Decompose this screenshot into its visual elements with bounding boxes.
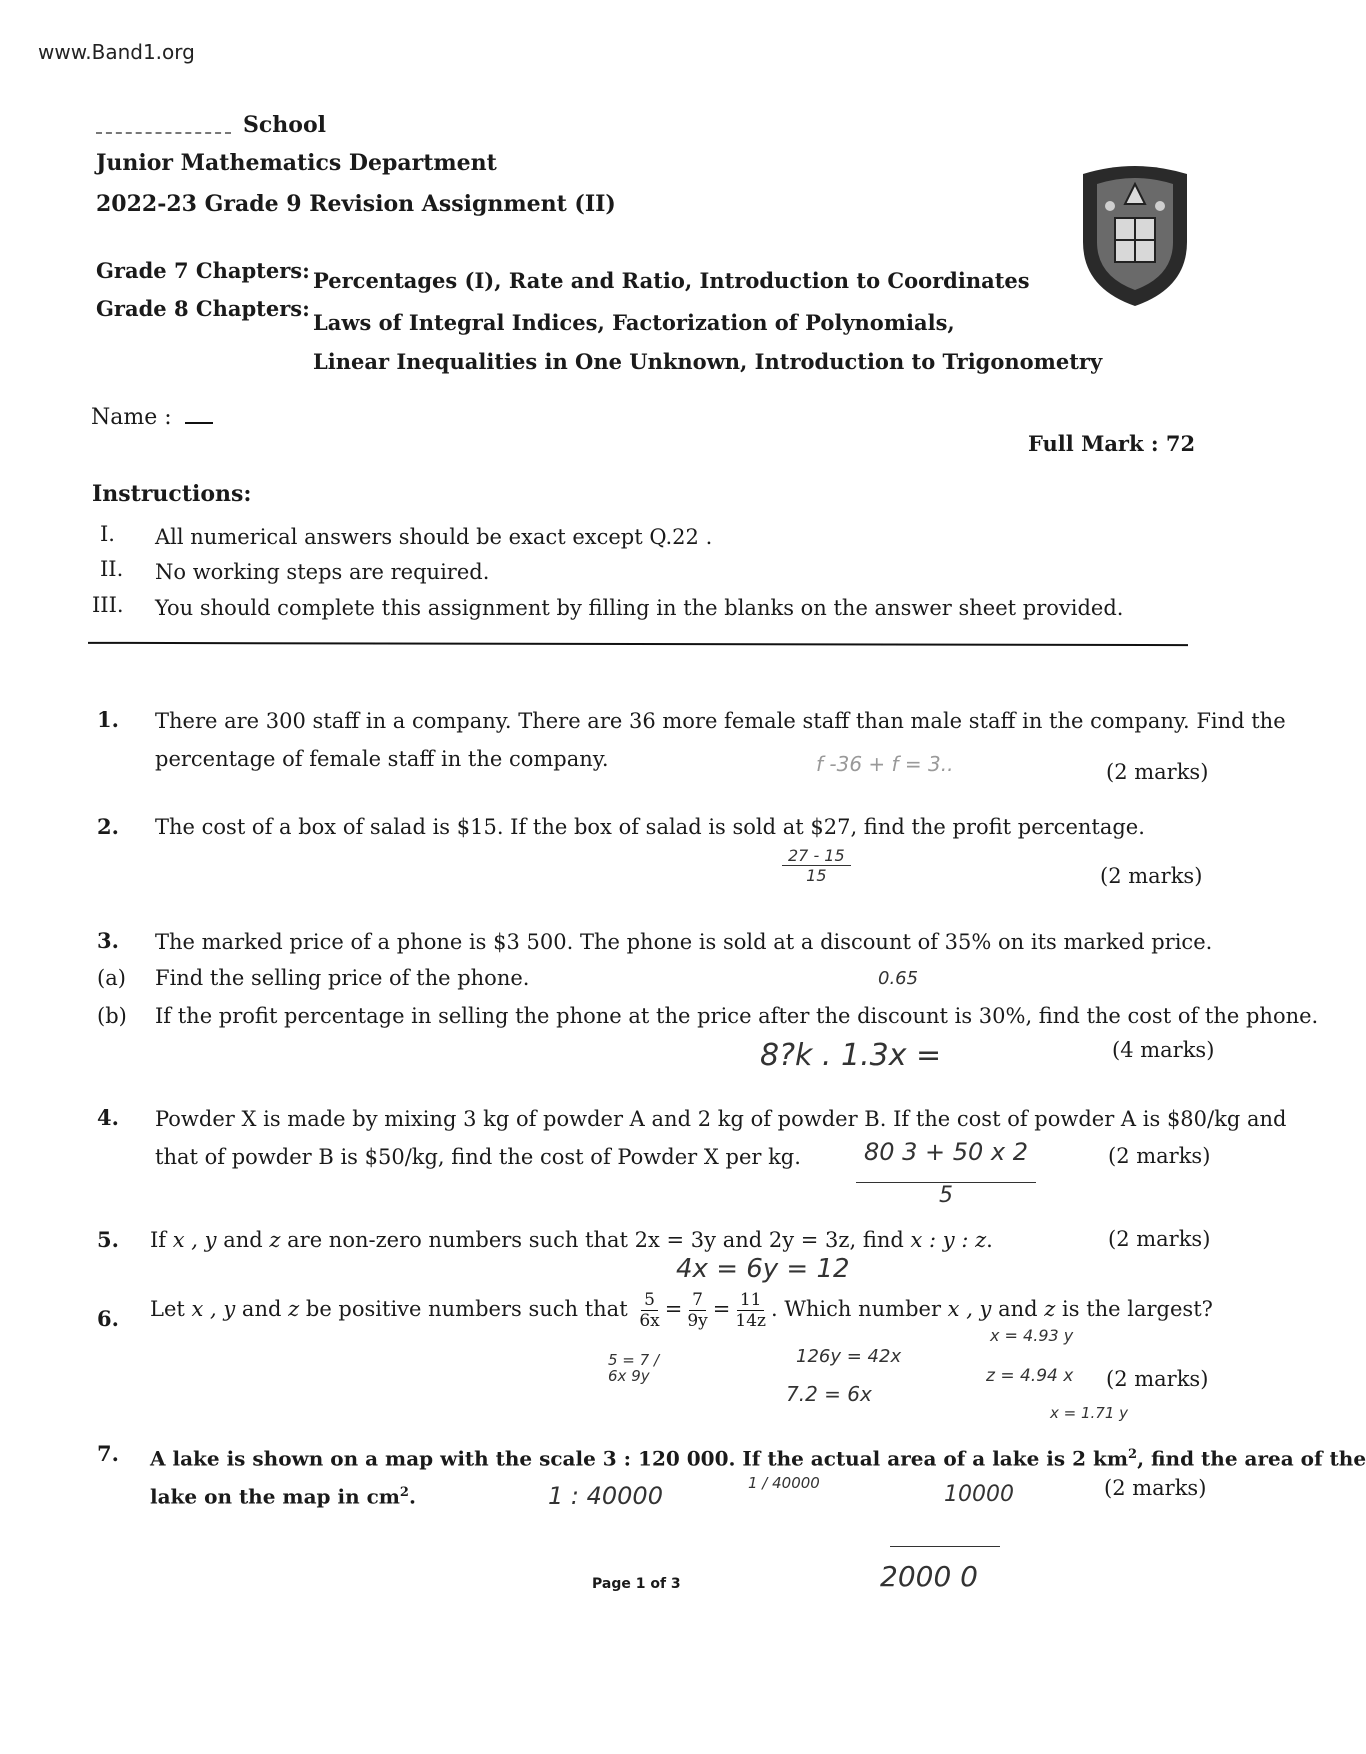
instruction-text: No working steps are required. xyxy=(155,560,490,584)
q4-number: 4. xyxy=(97,1105,119,1130)
q5-text: If x , y and z are non-zero numbers such that 2x = 3y and 2y = 3z, find x : y : z. xyxy=(150,1228,993,1252)
q6-and: and xyxy=(241,1297,282,1321)
q5-find: , find xyxy=(849,1228,904,1252)
q6-handwriting-d: x = 4.93 y xyxy=(990,1326,1074,1345)
q2-text: The cost of a box of salad is $15. If the box of salad is sold at $27, find the profit percentage. xyxy=(155,815,1145,839)
divider xyxy=(88,642,1188,646)
q3b-text: If the profit percentage in selling the phone at the price after the discount is 30%, find the cost of the phone. xyxy=(155,1004,1319,1028)
q6-f3-num: 11 xyxy=(737,1290,765,1311)
instruction-text: You should complete this assignment by filling in the blanks on the answer sheet provided. xyxy=(155,596,1124,620)
instruction-text: All numerical answers should be exact except Q.22 . xyxy=(155,525,713,549)
q3-marks: (4 marks) xyxy=(1112,1038,1215,1062)
q2-marks: (2 marks) xyxy=(1100,864,1203,888)
q2-hand-num: 27 - 15 xyxy=(782,846,851,866)
q5-mid: are non-zero numbers such that xyxy=(287,1228,628,1252)
department-title: Junior Mathematics Department xyxy=(96,150,497,176)
school-label: School xyxy=(243,112,326,138)
q5-handwriting: 4x = 6y = 12 xyxy=(676,1254,850,1284)
q7-handwriting-a: 1 : 40000 xyxy=(548,1482,663,1510)
grade8-label: Grade 8 Chapters: xyxy=(96,296,310,321)
q6-handwriting-f: x = 1.71 y xyxy=(1050,1404,1129,1422)
q6-f1-den: 6x xyxy=(639,1311,660,1331)
q4-marks: (2 marks) xyxy=(1108,1144,1211,1168)
q5-vars: x , y xyxy=(172,1228,217,1252)
q5-pre: If xyxy=(150,1228,167,1252)
q4-handwriting xyxy=(856,1138,1036,1208)
page-number: Page 1 of 3 xyxy=(592,1576,681,1592)
q7-number: 7. xyxy=(97,1441,119,1466)
q6-vars2: x , y xyxy=(947,1297,992,1321)
q5-eq2: 2y = 3z xyxy=(768,1228,850,1252)
q3a-text: Find the selling price of the phone. xyxy=(155,966,530,990)
q6-handwriting-e: z = 4.94 x xyxy=(986,1366,1074,1386)
q4-text-2: that of powder B is $50/kg, find the cost of Powder X per kg. xyxy=(155,1145,801,1169)
q3-number: 3. xyxy=(97,928,119,953)
q3b-label: (b) xyxy=(97,1004,127,1028)
q7-handwriting-c: 10000 xyxy=(944,1482,1014,1507)
q1-number: 1. xyxy=(97,707,119,732)
q6-f1-num: 5 xyxy=(641,1290,658,1311)
grade8-chapters-1: Laws of Integral Indices, Factorization of Polynomials, xyxy=(313,310,955,335)
q1-text-2: percentage of female staff in the company. xyxy=(155,747,609,771)
q6-handwriting-c: 7.2 = 6x xyxy=(786,1382,872,1406)
q6-fraction xyxy=(684,1290,710,1331)
full-mark: Full Mark : 72 xyxy=(1028,431,1196,456)
q5-z: z xyxy=(269,1228,281,1252)
q6-and2: and xyxy=(998,1297,1038,1321)
q7-text-1 xyxy=(150,1438,1366,1476)
grade7-label: Grade 7 Chapters: xyxy=(96,258,310,283)
q6-fraction xyxy=(732,1290,769,1331)
name-blank xyxy=(185,422,213,424)
q2-number: 2. xyxy=(97,814,119,839)
q5-ratio: x : y : z xyxy=(910,1228,987,1252)
q4-hand-num: 80 3 + 50 x 2 xyxy=(856,1138,1036,1183)
instruction-number: II. xyxy=(100,557,124,581)
instruction-number: I. xyxy=(100,522,115,546)
q4-text-1: Powder X is made by mixing 3 kg of powder A and 2 kg of powder B. If the cost of powder A is $80/kg and xyxy=(155,1107,1287,1131)
q7-marks: (2 marks) xyxy=(1104,1476,1207,1500)
grade8-chapters-2: Linear Inequalities in One Unknown, Introduction to Trigonometry xyxy=(313,349,1103,374)
q5-and: and xyxy=(223,1228,263,1252)
q1-handwriting: f -36 + f = 3.. xyxy=(816,752,954,776)
redacted-mark xyxy=(96,118,231,134)
q6-vars: x , y xyxy=(191,1297,236,1321)
q7-line1-end: , find the area of the xyxy=(1137,1446,1366,1471)
assignment-title: 2022-23 Grade 9 Revision Assignment (II) xyxy=(96,191,616,217)
q6-z2: z xyxy=(1044,1297,1056,1321)
q6-pre: Let xyxy=(150,1297,185,1321)
q7-line2: lake on the map in cm xyxy=(150,1484,400,1509)
q3a-label: (a) xyxy=(97,966,126,990)
instructions-heading: Instructions: xyxy=(92,481,252,507)
q1-marks: (2 marks) xyxy=(1106,760,1209,784)
q7-sup2: 2 xyxy=(399,1485,409,1500)
q2-handwriting xyxy=(782,846,851,885)
instruction-number: III. xyxy=(92,593,124,617)
grade7-chapters: Percentages (I), Rate and Ratio, Introduction to Coordinates xyxy=(313,268,1030,293)
q6-handwriting-b: 126y = 42x xyxy=(796,1346,902,1367)
q7-handwriting-b: 1 / 40000 xyxy=(748,1474,820,1492)
name-label: Name : xyxy=(91,405,172,430)
q5-eq1: 2x = 3y xyxy=(634,1228,717,1252)
q1-text-1: There are 300 staff in a company. There are 36 more female staff than male staff in the company. Find the xyxy=(155,709,1286,733)
q6-f3-den: 14z xyxy=(735,1311,766,1331)
watermark-url: www.Band1.org xyxy=(38,40,195,64)
q6-number: 6. xyxy=(97,1306,119,1331)
school-crest-icon xyxy=(1075,160,1195,310)
q6-marks: (2 marks) xyxy=(1106,1367,1209,1391)
name-field xyxy=(91,405,213,430)
q7-hand-line xyxy=(890,1546,1000,1547)
q3-text: The marked price of a phone is $3 500. The phone is sold at a discount of 35% on its marked price. xyxy=(155,930,1213,954)
q7-handwriting-d: 2000 0 xyxy=(880,1560,978,1593)
q6-post: . Which number xyxy=(770,1297,941,1321)
q4-hand-den: 5 xyxy=(939,1183,953,1208)
q5-and2: and xyxy=(722,1228,763,1252)
q6-mid: be positive numbers such that xyxy=(305,1297,628,1321)
q5-marks: (2 marks) xyxy=(1108,1227,1211,1251)
q6-end: is the largest? xyxy=(1062,1297,1213,1321)
q3b-handwriting: 8?k . 1.3x = xyxy=(760,1038,942,1073)
q7-line1: A lake is shown on a map with the scale 3 : 120 000. If the actual area of a lake is 2 km xyxy=(150,1446,1129,1471)
q7-text-2 xyxy=(150,1476,416,1514)
q7-line2-end: . xyxy=(408,1484,416,1509)
q6-fraction xyxy=(636,1290,662,1331)
school-name-redacted xyxy=(96,112,326,138)
q6-f2-num: 7 xyxy=(689,1290,706,1311)
q6-handwriting-a: 5 = 7 / 6x 9y xyxy=(608,1351,660,1385)
q7-sup: 2 xyxy=(1128,1447,1138,1462)
q6-z: z xyxy=(288,1297,300,1321)
q6-f2-den: 9y xyxy=(687,1311,708,1331)
q3a-handwriting: 0.65 xyxy=(878,968,919,989)
q5-number: 5. xyxy=(97,1227,119,1252)
q2-hand-den: 15 xyxy=(806,866,827,885)
q6-text: Let x , y and z be positive numbers such that $\frac{5}{6x}$ = $\frac{7}{9y}$ = $\frac{11}{14z}$ . Which number x , y and z is the largest? xyxy=(150,1290,1213,1331)
